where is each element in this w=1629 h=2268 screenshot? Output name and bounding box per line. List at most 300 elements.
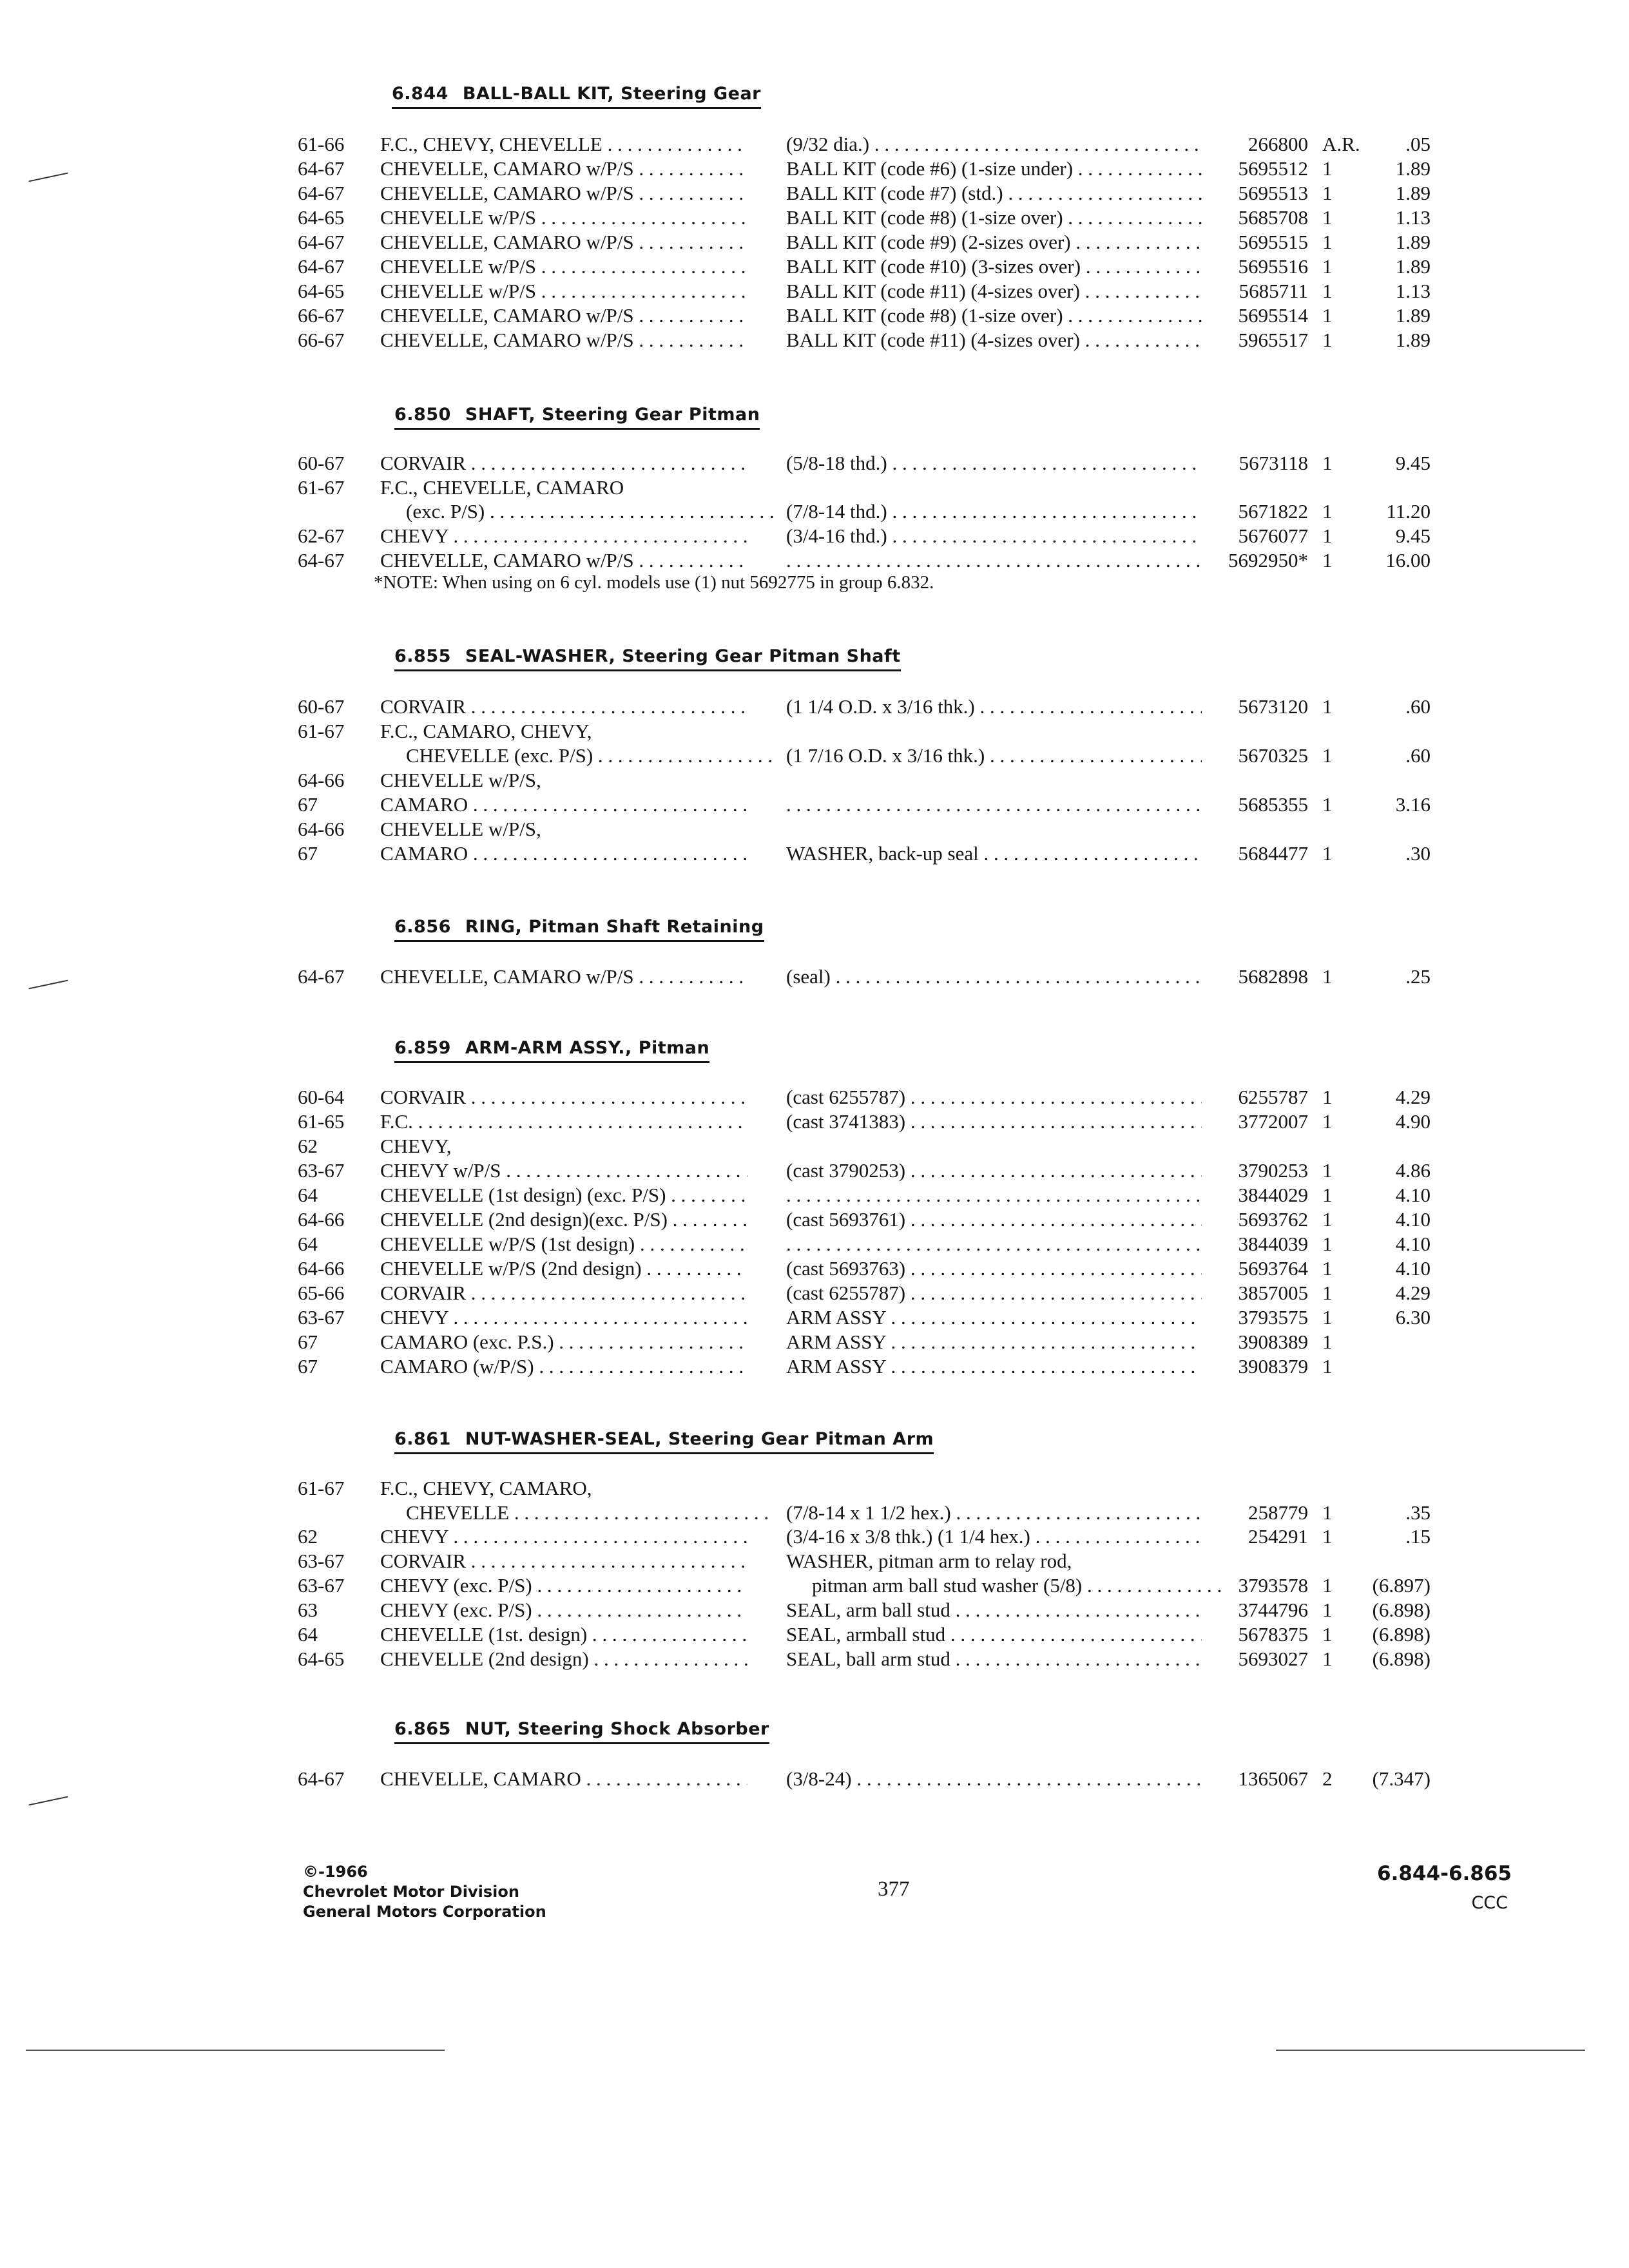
quantity: 1 bbox=[1322, 965, 1333, 988]
section-title bbox=[392, 84, 761, 109]
section-number: 6.865 bbox=[394, 1719, 451, 1739]
section-heading: NUT, Steering Shock Absorber bbox=[465, 1719, 769, 1739]
parts-row bbox=[0, 841, 1629, 866]
parts-row bbox=[0, 1232, 1629, 1256]
part-description: BALL KIT (code #9) (2-sizes over) . . . bbox=[786, 230, 1202, 255]
quantity: 1 bbox=[1322, 1525, 1333, 1548]
model-name: CHEVELLE w/P/S (1st design) . . . bbox=[380, 1232, 747, 1256]
part-number: 5695513 bbox=[1238, 182, 1308, 204]
page-number: 377 bbox=[878, 1878, 910, 1901]
section-heading: NUT-WASHER-SEAL, Steering Gear Pitman Arm bbox=[465, 1429, 934, 1449]
model-name: F.C., CHEVY, CHEVELLE . . . bbox=[380, 132, 747, 157]
price: 1.89 bbox=[1395, 182, 1431, 204]
model-years: 64-65 bbox=[298, 280, 345, 302]
model-years: 64 bbox=[298, 1233, 318, 1255]
price: 4.10 bbox=[1395, 1208, 1431, 1231]
model-name: CHEVY w/P/S . . . bbox=[380, 1158, 747, 1183]
model-name: CHEVY . . . bbox=[380, 1524, 747, 1549]
section-range: 6.844-6.865 bbox=[1377, 1862, 1512, 1885]
model-name: CHEVELLE w/P/S . . . bbox=[380, 279, 747, 303]
parts-row bbox=[0, 1281, 1629, 1305]
model-name: CHEVELLE w/P/S, bbox=[380, 818, 541, 840]
part-description: pitman arm ball stud washer (5/8) . . . bbox=[786, 1573, 1228, 1598]
model-name: CHEVELLE, CAMARO w/P/S . . . bbox=[380, 303, 747, 328]
model-name: CHEVELLE (1st. design) . . . bbox=[380, 1622, 747, 1647]
price: .60 bbox=[1405, 744, 1431, 767]
model-years: 67 bbox=[298, 1331, 318, 1353]
model-years: 66-67 bbox=[298, 329, 345, 351]
parts-row bbox=[0, 132, 1629, 157]
model-years: 67 bbox=[298, 842, 318, 865]
model-years: 61-66 bbox=[298, 133, 345, 155]
model-name: CHEVELLE w/P/S . . . bbox=[380, 255, 747, 279]
quantity: 1 bbox=[1322, 524, 1333, 547]
part-description: BALL KIT (code #11) (4-sizes over) . . . bbox=[786, 279, 1202, 303]
quantity: 1 bbox=[1322, 1599, 1333, 1621]
part-description: (3/8-24) . . . bbox=[786, 1767, 1202, 1791]
part-description: (9/32 dia.) . . . bbox=[786, 132, 1202, 157]
part-description: (1 7/16 O.D. x 3/16 thk.) . . . bbox=[786, 744, 1202, 768]
price: 1.89 bbox=[1395, 157, 1431, 180]
model-years: 60-64 bbox=[298, 1086, 345, 1108]
model-years: 62 bbox=[298, 1525, 318, 1548]
price: (6.898) bbox=[1372, 1599, 1431, 1621]
part-number: 5965517 bbox=[1238, 329, 1308, 351]
model-name: CHEVELLE, CAMARO w/P/S . . . bbox=[380, 328, 747, 352]
parts-row bbox=[0, 328, 1629, 352]
part-description: (7/8-14 x 1 1/2 hex.) . . . bbox=[786, 1501, 1202, 1525]
quantity: 1 bbox=[1322, 182, 1333, 204]
section-title bbox=[394, 1429, 934, 1454]
model-years: 64-67 bbox=[298, 965, 345, 988]
part-description: ARM ASSY . . . bbox=[786, 1354, 1202, 1379]
price: (7.347) bbox=[1372, 1767, 1431, 1790]
part-description bbox=[786, 1183, 1202, 1207]
model-years: 64-67 bbox=[298, 255, 345, 278]
quantity: 1 bbox=[1322, 1355, 1333, 1378]
corporation-name: General Motors Corporation bbox=[303, 1903, 546, 1921]
parts-row bbox=[0, 1767, 1629, 1791]
part-description: WASHER, pitman arm to relay rod, bbox=[786, 1550, 1072, 1572]
price: 4.10 bbox=[1395, 1257, 1431, 1280]
model-years: 61-65 bbox=[298, 1110, 345, 1133]
model-name: CHEVELLE, CAMARO w/P/S . . . bbox=[380, 230, 747, 255]
model-name: CHEVELLE, CAMARO w/P/S . . . bbox=[380, 181, 747, 206]
quantity: 1 bbox=[1322, 1233, 1333, 1255]
model-years: 64-67 bbox=[298, 549, 345, 572]
model-name: CHEVELLE w/P/S (2nd design) . . . bbox=[380, 1256, 747, 1281]
part-description bbox=[786, 793, 1202, 817]
section-heading: BALL-BALL KIT, Steering Gear bbox=[462, 84, 761, 104]
part-number: 3793575 bbox=[1238, 1306, 1308, 1329]
part-number: 5671822 bbox=[1238, 500, 1308, 523]
model-years: 63-67 bbox=[298, 1550, 345, 1572]
model-name: CHEVELLE, CAMARO . . . bbox=[380, 1767, 747, 1791]
quantity: 1 bbox=[1322, 1282, 1333, 1304]
model-years: 64-66 bbox=[298, 818, 345, 840]
quantity: 1 bbox=[1322, 1623, 1333, 1646]
model-name: CHEVELLE (2nd design)(exc. P/S) . . . bbox=[380, 1207, 747, 1232]
section-heading: SEAL-WASHER, Steering Gear Pitman Shaft bbox=[465, 646, 901, 666]
price: 11.20 bbox=[1386, 500, 1431, 523]
model-name: CORVAIR . . . bbox=[380, 1549, 747, 1573]
price: 9.45 bbox=[1395, 452, 1431, 474]
section-note: *NOTE: When using on 6 cyl. models use (1) nut 5692775 in group 6.832. bbox=[374, 572, 934, 593]
copyright-year: ©-1966 bbox=[303, 1863, 368, 1881]
part-description: BALL KIT (code #8) (1-size over) . . . bbox=[786, 303, 1202, 328]
part-number: 5695514 bbox=[1238, 304, 1308, 327]
model-years: 67 bbox=[298, 1355, 318, 1378]
model-name: CHEVY (exc. P/S) . . . bbox=[380, 1598, 747, 1622]
part-description bbox=[786, 548, 1202, 573]
part-number: 3908389 bbox=[1238, 1331, 1308, 1353]
part-number: 3790253 bbox=[1238, 1159, 1308, 1182]
price: 1.89 bbox=[1395, 329, 1431, 351]
model-name: CAMARO . . . bbox=[380, 793, 747, 817]
catalog-code: CCC bbox=[1471, 1893, 1508, 1913]
parts-row bbox=[0, 1085, 1629, 1110]
quantity: 1 bbox=[1322, 1257, 1333, 1280]
parts-row bbox=[0, 817, 1629, 841]
quantity: 1 bbox=[1322, 842, 1333, 865]
quantity: 1 bbox=[1322, 1331, 1333, 1353]
parts-row bbox=[0, 303, 1629, 328]
section-number: 6.850 bbox=[394, 405, 451, 425]
model-years: 61-67 bbox=[298, 476, 345, 499]
quantity: 1 bbox=[1322, 744, 1333, 767]
part-number: 266800 bbox=[1248, 133, 1308, 155]
price: 1.89 bbox=[1395, 231, 1431, 253]
model-years: 64-65 bbox=[298, 206, 345, 229]
part-number: 1365067 bbox=[1238, 1767, 1308, 1790]
model-years: 63-67 bbox=[298, 1159, 345, 1182]
model-years: 60-67 bbox=[298, 695, 345, 718]
parts-row bbox=[0, 499, 1629, 524]
quantity: 1 bbox=[1322, 304, 1333, 327]
model-name: F.C., CAMARO, CHEVY, bbox=[380, 720, 592, 742]
part-number: 5670325 bbox=[1238, 744, 1308, 767]
model-name: CHEVELLE (exc. P/S) . . . bbox=[380, 744, 773, 768]
model-years: 60-67 bbox=[298, 452, 345, 474]
model-name: CHEVELLE, CAMARO w/P/S . . . bbox=[380, 548, 747, 573]
parts-row bbox=[0, 451, 1629, 476]
quantity: 1 bbox=[1322, 500, 1333, 523]
parts-row bbox=[0, 1305, 1629, 1330]
copyright-block bbox=[303, 1862, 546, 1922]
parts-row bbox=[0, 230, 1629, 255]
parts-row bbox=[0, 1524, 1629, 1549]
model-name: CHEVELLE, CAMARO w/P/S . . . bbox=[380, 157, 747, 181]
model-name: CHEVELLE, CAMARO w/P/S . . . bbox=[380, 965, 747, 989]
price: 1.13 bbox=[1395, 280, 1431, 302]
part-description: WASHER, back-up seal . . . bbox=[786, 841, 1202, 866]
parts-row bbox=[0, 1110, 1629, 1134]
part-description: (3/4-16 x 3/8 thk.) (1 1/4 hex.) . . . bbox=[786, 1524, 1202, 1549]
model-years: 66-67 bbox=[298, 304, 345, 327]
parts-row bbox=[0, 1330, 1629, 1354]
price: 1.89 bbox=[1395, 304, 1431, 327]
section-title bbox=[394, 1038, 709, 1063]
model-name: CORVAIR . . . bbox=[380, 695, 747, 719]
part-description: (cast 6255787) . . . bbox=[786, 1281, 1202, 1305]
part-number: 3772007 bbox=[1238, 1110, 1308, 1133]
section-heading: SHAFT, Steering Gear Pitman bbox=[465, 405, 760, 425]
part-number: 3793578 bbox=[1238, 1574, 1308, 1597]
model-name: CHEVELLE w/P/S . . . bbox=[380, 206, 747, 230]
parts-row bbox=[0, 181, 1629, 206]
model-years: 67 bbox=[298, 793, 318, 816]
parts-row bbox=[0, 1501, 1629, 1525]
model-years: 64-67 bbox=[298, 231, 345, 253]
part-number: 5695516 bbox=[1238, 255, 1308, 278]
model-name: F.C., CHEVY, CAMARO, bbox=[380, 1477, 592, 1499]
part-number: 3844039 bbox=[1238, 1233, 1308, 1255]
part-description: SEAL, arm ball stud . . . bbox=[786, 1598, 1202, 1622]
model-name: CHEVELLE (1st design) (exc. P/S) . . . bbox=[380, 1183, 747, 1207]
part-description: (1 1/4 O.D. x 3/16 thk.) . . . bbox=[786, 695, 1202, 719]
part-number: 258779 bbox=[1248, 1501, 1308, 1524]
part-description: (cast 5693761) . . . bbox=[786, 1207, 1202, 1232]
model-years: 63-67 bbox=[298, 1574, 345, 1597]
parts-row bbox=[0, 255, 1629, 279]
parts-row bbox=[0, 157, 1629, 181]
model-name: CHEVELLE (2nd design) . . . bbox=[380, 1647, 747, 1671]
part-description: ARM ASSY . . . bbox=[786, 1305, 1202, 1330]
model-name: CHEVY (exc. P/S) . . . bbox=[380, 1573, 747, 1598]
quantity: 1 bbox=[1322, 1184, 1333, 1206]
model-years: 63 bbox=[298, 1599, 318, 1621]
model-name: CHEVELLE . . . bbox=[380, 1501, 773, 1525]
part-description: BALL KIT (code #11) (4-sizes over) . . . bbox=[786, 328, 1202, 352]
section-title bbox=[394, 917, 764, 942]
part-description: SEAL, ball arm stud . . . bbox=[786, 1647, 1202, 1671]
price: 4.29 bbox=[1395, 1282, 1431, 1304]
model-name: F.C. . . . bbox=[380, 1110, 747, 1134]
part-description: (5/8-18 thd.) . . . bbox=[786, 451, 1202, 476]
price: 16.00 bbox=[1385, 549, 1431, 572]
part-description bbox=[786, 1232, 1202, 1256]
quantity: 1 bbox=[1322, 329, 1333, 351]
model-name: CAMARO . . . bbox=[380, 841, 747, 866]
price: .30 bbox=[1405, 842, 1431, 865]
section-title bbox=[394, 1719, 769, 1744]
parts-row bbox=[0, 1573, 1629, 1598]
section-number: 6.856 bbox=[394, 917, 451, 937]
part-description: (cast 3741383) . . . bbox=[786, 1110, 1202, 1134]
model-years: 64-67 bbox=[298, 1767, 345, 1790]
part-number: 5693762 bbox=[1238, 1208, 1308, 1231]
price: .15 bbox=[1405, 1525, 1431, 1548]
model-name: CORVAIR . . . bbox=[380, 451, 747, 476]
part-number: 5685711 bbox=[1239, 280, 1308, 302]
model-name: CHEVY . . . bbox=[380, 1305, 747, 1330]
parts-row bbox=[0, 768, 1629, 793]
parts-row bbox=[0, 1134, 1629, 1158]
model-name: CHEVELLE w/P/S, bbox=[380, 769, 541, 791]
quantity: 1 bbox=[1322, 1086, 1333, 1108]
quantity: 1 bbox=[1322, 1159, 1333, 1182]
parts-row bbox=[0, 719, 1629, 744]
model-years: 62-67 bbox=[298, 524, 345, 547]
price: (6.898) bbox=[1372, 1648, 1431, 1670]
price: .05 bbox=[1405, 133, 1431, 155]
parts-row bbox=[0, 548, 1629, 573]
quantity: 1 bbox=[1322, 1208, 1333, 1231]
part-number: 5673118 bbox=[1239, 452, 1308, 474]
quantity: A.R. bbox=[1322, 133, 1360, 155]
part-number: 3844029 bbox=[1238, 1184, 1308, 1206]
part-number: 5685355 bbox=[1238, 793, 1308, 816]
price: .60 bbox=[1405, 695, 1431, 718]
model-years: 61-67 bbox=[298, 1477, 345, 1499]
part-description: (7/8-14 thd.) . . . bbox=[786, 499, 1202, 524]
parts-row bbox=[0, 695, 1629, 719]
parts-row bbox=[0, 1476, 1629, 1501]
part-number: 5695512 bbox=[1238, 157, 1308, 180]
model-name: CORVAIR . . . bbox=[380, 1085, 747, 1110]
price: .35 bbox=[1405, 1501, 1431, 1524]
model-years: 64-65 bbox=[298, 1648, 345, 1670]
quantity: 1 bbox=[1322, 1501, 1333, 1524]
price: 4.86 bbox=[1395, 1159, 1431, 1182]
part-number: 254291 bbox=[1248, 1525, 1308, 1548]
part-number: 5693764 bbox=[1238, 1257, 1308, 1280]
model-years: 64-66 bbox=[298, 1208, 345, 1231]
price: 4.90 bbox=[1395, 1110, 1431, 1133]
part-description: BALL KIT (code #10) (3-sizes over) . . . bbox=[786, 255, 1202, 279]
model-years: 64-67 bbox=[298, 182, 345, 204]
part-number: 5682898 bbox=[1238, 965, 1308, 988]
model-years: 61-67 bbox=[298, 720, 345, 742]
division-name: Chevrolet Motor Division bbox=[303, 1883, 519, 1901]
part-description: (3/4-16 thd.) . . . bbox=[786, 524, 1202, 548]
part-number: 5695515 bbox=[1238, 231, 1308, 253]
parts-row bbox=[0, 1647, 1629, 1671]
quantity: 1 bbox=[1322, 157, 1333, 180]
price: 6.30 bbox=[1395, 1306, 1431, 1329]
part-number: 5692950* bbox=[1228, 549, 1308, 572]
part-description: (cast 3790253) . . . bbox=[786, 1158, 1202, 1183]
price: 4.29 bbox=[1395, 1086, 1431, 1108]
model-years: 62 bbox=[298, 1135, 318, 1157]
part-number: 3908379 bbox=[1238, 1355, 1308, 1378]
parts-row bbox=[0, 1158, 1629, 1183]
part-number: 5684477 bbox=[1238, 842, 1308, 865]
part-number: 3857005 bbox=[1238, 1282, 1308, 1304]
part-description: (seal) . . . bbox=[786, 965, 1202, 989]
quantity: 1 bbox=[1322, 280, 1333, 302]
price: (6.897) bbox=[1372, 1574, 1431, 1597]
price: 1.13 bbox=[1395, 206, 1431, 229]
quantity: 1 bbox=[1322, 452, 1333, 474]
bottom-rule bbox=[26, 2050, 445, 2051]
part-number: 5678375 bbox=[1238, 1623, 1308, 1646]
section-number: 6.861 bbox=[394, 1429, 451, 1449]
quantity: 1 bbox=[1322, 1648, 1333, 1670]
quantity: 1 bbox=[1322, 206, 1333, 229]
model-name: (exc. P/S) . . . bbox=[380, 499, 773, 524]
model-name: F.C., CHEVELLE, CAMARO bbox=[380, 476, 624, 499]
model-years: 64 bbox=[298, 1184, 318, 1206]
part-number: 3744796 bbox=[1238, 1599, 1308, 1621]
model-name: CHEVY . . . bbox=[380, 524, 747, 548]
part-description: ARM ASSY . . . bbox=[786, 1330, 1202, 1354]
price: 4.10 bbox=[1395, 1233, 1431, 1255]
part-description: BALL KIT (code #7) (std.) . . . bbox=[786, 181, 1202, 206]
part-description: (cast 5693763) . . . bbox=[786, 1256, 1202, 1281]
parts-row bbox=[0, 1549, 1629, 1573]
price: 1.89 bbox=[1395, 255, 1431, 278]
quantity: 1 bbox=[1322, 1110, 1333, 1133]
parts-row bbox=[0, 1354, 1629, 1379]
part-description: BALL KIT (code #8) (1-size over) . . . bbox=[786, 206, 1202, 230]
part-description: BALL KIT (code #6) (1-size under) . . . bbox=[786, 157, 1202, 181]
section-heading: ARM-ARM ASSY., Pitman bbox=[465, 1038, 710, 1058]
quantity: 1 bbox=[1322, 255, 1333, 278]
part-number: 5673120 bbox=[1238, 695, 1308, 718]
model-name: CORVAIR . . . bbox=[380, 1281, 747, 1305]
quantity: 2 bbox=[1322, 1767, 1333, 1790]
quantity: 1 bbox=[1322, 231, 1333, 253]
parts-row bbox=[0, 1207, 1629, 1232]
part-description: (cast 6255787) . . . bbox=[786, 1085, 1202, 1110]
price: .25 bbox=[1405, 965, 1431, 988]
quantity: 1 bbox=[1322, 1574, 1333, 1597]
parts-row bbox=[0, 1256, 1629, 1281]
model-name: CAMARO (w/P/S) . . . bbox=[380, 1354, 747, 1379]
price: 3.16 bbox=[1395, 793, 1431, 816]
section-title bbox=[394, 646, 901, 671]
part-number: 6255787 bbox=[1238, 1086, 1308, 1108]
part-description: SEAL, armball stud . . . bbox=[786, 1622, 1202, 1647]
section-heading: RING, Pitman Shaft Retaining bbox=[465, 917, 764, 937]
model-years: 64-66 bbox=[298, 1257, 345, 1280]
parts-row bbox=[0, 1622, 1629, 1647]
parts-row bbox=[0, 1598, 1629, 1622]
parts-row bbox=[0, 476, 1629, 500]
price: (6.898) bbox=[1372, 1623, 1431, 1646]
model-name: CAMARO (exc. P.S.) . . . bbox=[380, 1330, 747, 1354]
quantity: 1 bbox=[1322, 793, 1333, 816]
quantity: 1 bbox=[1322, 549, 1333, 572]
part-number: 5676077 bbox=[1238, 524, 1308, 547]
section-number: 6.844 bbox=[392, 84, 448, 104]
parts-row bbox=[0, 206, 1629, 230]
part-number: 5693027 bbox=[1238, 1648, 1308, 1670]
parts-row bbox=[0, 793, 1629, 817]
quantity: 1 bbox=[1322, 695, 1333, 718]
section-number: 6.859 bbox=[394, 1038, 451, 1058]
bottom-rule bbox=[1276, 2050, 1585, 2051]
price: 4.10 bbox=[1395, 1184, 1431, 1206]
price: 9.45 bbox=[1395, 524, 1431, 547]
model-years: 64-66 bbox=[298, 769, 345, 791]
model-years: 63-67 bbox=[298, 1306, 345, 1329]
model-years: 64 bbox=[298, 1623, 318, 1646]
parts-row bbox=[0, 279, 1629, 303]
parts-row bbox=[0, 524, 1629, 548]
parts-row bbox=[0, 965, 1629, 989]
model-years: 64-67 bbox=[298, 157, 345, 180]
part-number: 5685708 bbox=[1238, 206, 1308, 229]
parts-row bbox=[0, 744, 1629, 768]
section-title bbox=[394, 405, 760, 430]
section-number: 6.855 bbox=[394, 646, 451, 666]
quantity: 1 bbox=[1322, 1306, 1333, 1329]
model-years: 65-66 bbox=[298, 1282, 345, 1304]
parts-row bbox=[0, 1183, 1629, 1207]
model-name: CHEVY, bbox=[380, 1135, 452, 1157]
